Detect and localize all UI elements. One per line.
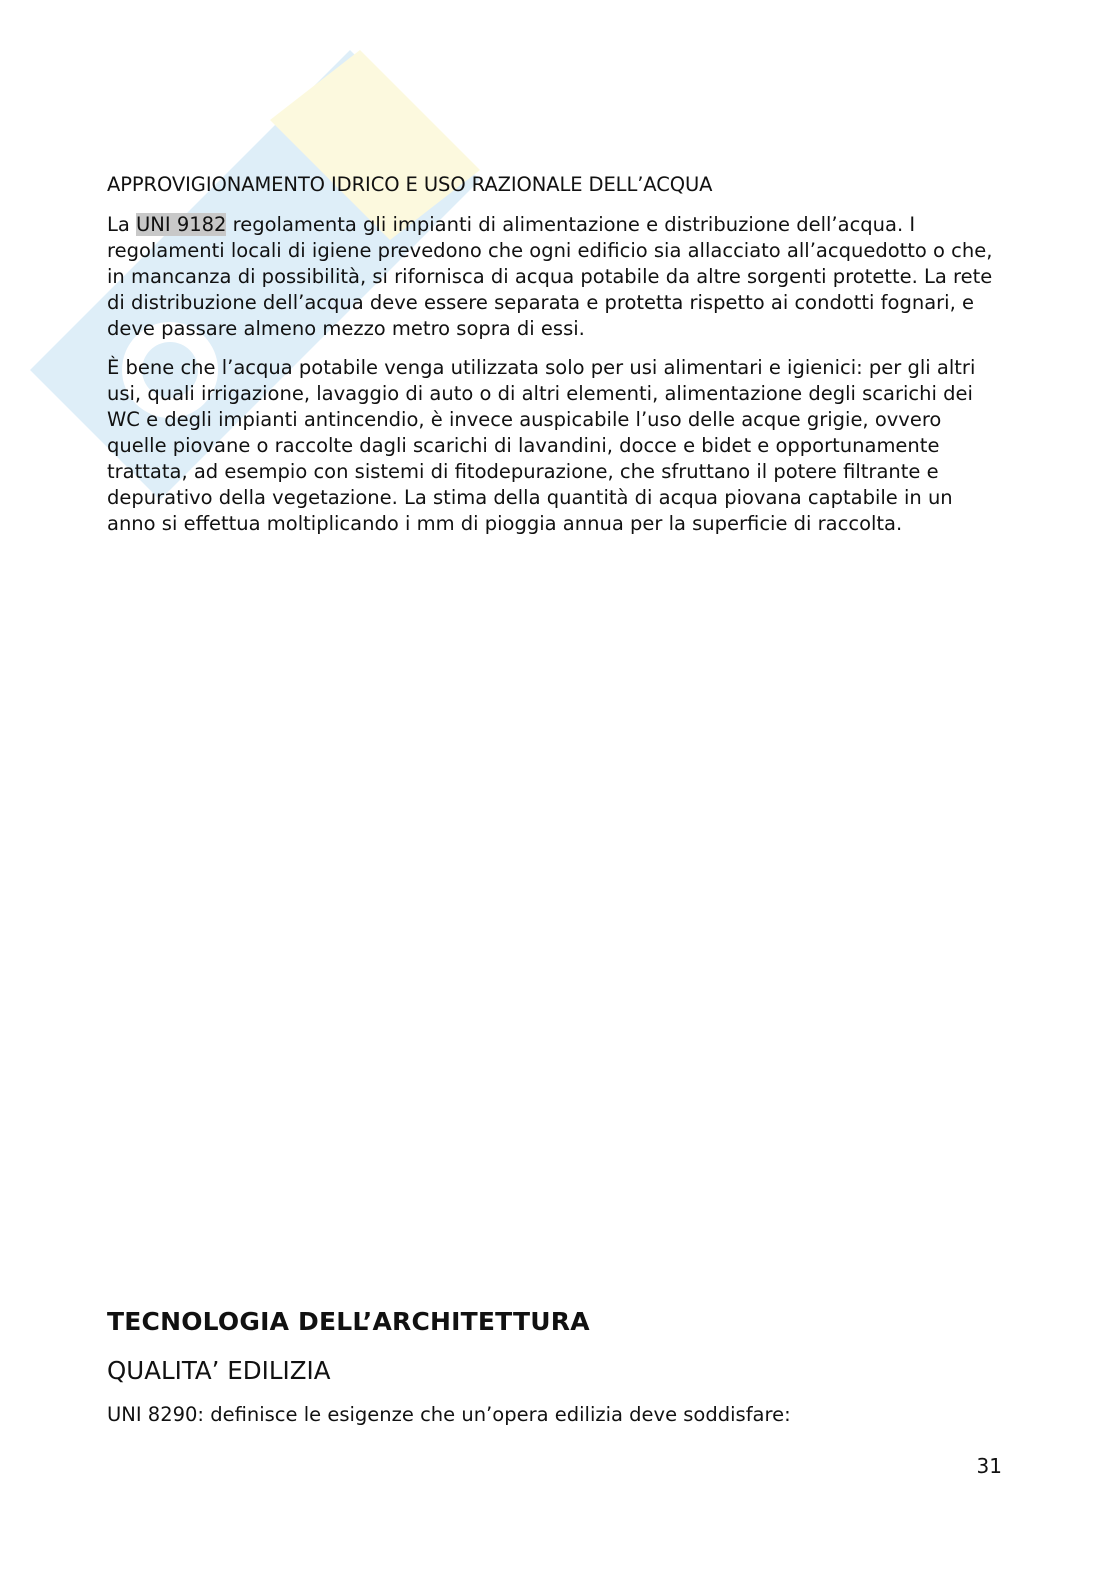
highlighted-reference: UNI 9182 <box>136 213 227 236</box>
paragraph-body: regolamenta gli impianti di alimentazione e distribuzione dell’acqua. I regolamenti locali di igiene prevedono che ogni edificio sia allacciato all’acquedotto o che, in mancanza di possibilità, si rifornisca di acqua potabile da altre sorgenti protette. La rete di distribuzione dell’acqua deve essere separata e protetta rispetto ai condotti fognari, e deve passare almeno mezzo metro sopra di essi. <box>107 213 993 340</box>
paragraph-uni-9182 <box>107 212 1007 342</box>
chapter-title: TECNOLOGIA DELL’ARCHITETTURA <box>107 1307 590 1336</box>
chapter-subtitle: QUALITA’ EDILIZIA <box>107 1356 331 1385</box>
section-heading: APPROVIGIONAMENTO IDRICO E USO RAZIONALE DELL’ACQUA <box>107 173 713 196</box>
paragraph-acque-grigie: È bene che l’acqua potabile venga utilizzata solo per usi alimentari e igienici: per gli altri usi, quali irrigazione, lavaggio di auto o di altri elementi, alimentazione degli scarichi dei WC e degli impianti antincendio, è invece auspicabile l’uso delle acque grigie, ovvero quelle piovane o raccolte dagli scarichi di lavandini, docce e bidet e opportunamente trattata, ad esempio con sistemi di fitodepurazione, che sfruttano il potere filtrante e depurativo della vegetazione. La stima della quantità di acqua piovana captabile in un anno si effettua moltiplicando i mm di pioggia annua per la superficie di raccolta. <box>107 356 976 535</box>
paragraph-prefix: La <box>107 213 137 236</box>
chapter-intro: UNI 8290: definisce le esigenze che un’opera edilizia deve soddisfare: <box>107 1403 791 1426</box>
page-number: 31 <box>976 1454 1002 1478</box>
